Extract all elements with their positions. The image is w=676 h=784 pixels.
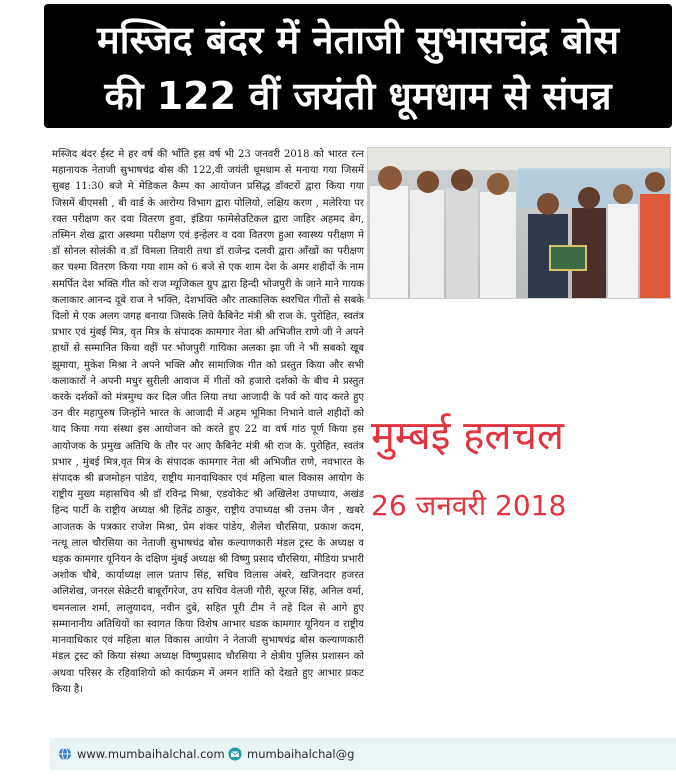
footer-email[interactable] (228, 738, 354, 770)
mail-icon (228, 747, 242, 761)
email-link[interactable]: mumbaihalchal@g (247, 747, 355, 761)
headline-box (44, 4, 672, 128)
article-paragraph: मस्जिद बंदर ईस्ट मे हर वर्ष की भाँति इस वर्ष भी 23 जनवरी 2018 को भारत रत्न महानायक नेताजी सुभाषचंद्र बोस की 122,वी जयंती धूमधाम से मनाया गया जिसमें सुबह 11:30 बजे मे मेडिकल कैम्प का आयोजन प्रसिद्ध डॉक्टरों द्वारा किया गया जिसमें बीएमसी , बी वार्ड के आरोग्य विभाग द्वारा पोलियो, लक्षिय करण , मलेरिया पर रक्त परीक्षण कर दवा वितरण हुवा, इंडिया फामेसेउटिकल द्वारा जाहिर अहमद बेग, तस्मिन शेख द्वारा अस्थमा परीक्षण एवं इन्हेलर व दवा वितरण हुआ स्वास्थ्य परीक्षण मे डॉ सोनल सोलंकी व डॉ विमला तिवारी तथा डॉ राजेन्द्र दलवी द्वारा आँखों का परीक्षण कर चश्मा वितरण किया गया शाम को 6 बजे से एक शाम देश के अमर शहीदों के नाम समर्पित देश भक्ति गीत को राज म्यूजिकल ग्रुप द्वारा हिन्दी भोजपुरी के जाने माने गायक कलाकार आनन्द दूबे राज ने भक्ति, देशभक्ति और तात्कालिक स्वरचित गीतों से सबके दिलो मे एक अलग जगह बनाया जिसके लिये कैबिनेट मंत्री श्री राज के. पुरोहित, स्वतंत्र प्रभार एवं मुंबई मित्र, वृत मित्र के संपादक कामगार नेता श्री अभिजीत राणे जी ने अपने हाथों से सम्मानित किया वहीं पर भोजपुरी गायिका अलका झा जी ने भी सबको खूब झुमाया, मुकेश मिश्रा ने अपने भक्ति और सामाजिक गीत को प्रस्तुत किया और सभी कलाकारों ने अपनी मधुर सुरीली आवाज में गीतों को हजारो दर्शको के बीच मे प्रस्तुत करके दर्शकों को मंत्रमुग्ध कर दिल जीत लिया तथा आजादी के पर्व को याद करते हुए उन वीर महापुरुष जिन्होंने भारत के आजादी में अहम भूमिका निभाने वाले शहीदों को याद किया गया संस्था इस आयोजन को करते हुए 22 वा वर्ष गांठ पूर्ण किया इस आयोजक के प्रमुख अतिथि के तौर पर आए कैबिनेट मंत्री श्री राज के. पुरोहित, स्वतंत्र प्रभार , मुंबई मित्र,वृत मित्र के संपादक कामगार नेता श्री अभिजीत राणे, नवभारत के संपादक श्री ब्रजमोहन पांडेय, राष्ट्रीय मानवाधिकार एवं महिला बाल विकास आयोग के राष्ट्रीय मुख्य महासचिव श्री डॉ रविन्द्र मिश्रा, एडवोकेट श्री अखिलेश उपाध्याय, अखंड हिन्द पार्टी के राष्ट्रीय अध्यक्ष श्री हितेंद्र ठाकुर, राष्ट्रीय उपाध्यक्ष श्री उत्तम जैन , खबरे आजतक के पत्रकार राजेश मिश्रा, प्रेम शंकर पांडेय, शैलेश चौरसिया, प्रकाश कदम, नत्थू लाल चौरसिया का नेताजी सुभाषचंद्र बोस कल्याणकारी मंडल ट्रस्ट के अध्यक्ष व धड़क कामगार यूनियन के दक्षिण मुंबई अध्यक्ष श्री विष्णु प्रसाद चौरसिया, मीडिया प्रभारी अशोक चौबे, कार्याध्यक्ष लाल प्रताप सिंह, सचिव विलास अंबरे, खजिनदार हजरत अलिशेख, जनरल सेक्रेटरी बाबूराँगरेज, उप सचिव वेलजी गौरी, सूरज सिंह, अनिल वर्मा, चमनलाल शर्मा, लालुयादव, नवीन दुबे, सहित पूरी टीम ने तहे दिल से आगे हुए सम्मानानीय अतिथियों का स्वागत किया विशेष आभार धडक कामगार यूनियन व राष्ट्रीय मानवाधिकार एवं महिला बाल विकास आयोग ने नेताजी सुभाषचंद्र बोस कल्याणकारी मंडल ट्रस्ट को किया संस्था अध्यक्ष विष्णुप्रसाद चौरसिया ने क्षेत्रीय पुलिस प्रशासन को अथवा परिसर के रहिवाशियो को कार्यक्रम में अमन शांति को देखते हुए आभार प्रकट किया है। (52, 149, 364, 695)
publication-stamp-title: मुम्बई हलचल (371, 413, 564, 459)
article-body (52, 147, 364, 722)
footer-bar (50, 738, 676, 770)
headline-line-1: मस्जिद बंदर में नेताजी सुभासचंद्र बोस (96, 18, 620, 62)
globe-icon (58, 747, 72, 761)
headline-line-2: की 122 वीं जयंती धूमधाम से संपन्न (104, 74, 612, 118)
website-link[interactable]: www.mumbaihalchal.com (77, 747, 225, 761)
footer-website[interactable] (58, 738, 225, 770)
event-photo-illustration (368, 148, 670, 298)
publication-stamp-date: 26 जनवरी 2018 (371, 489, 567, 522)
event-photo (367, 147, 671, 299)
